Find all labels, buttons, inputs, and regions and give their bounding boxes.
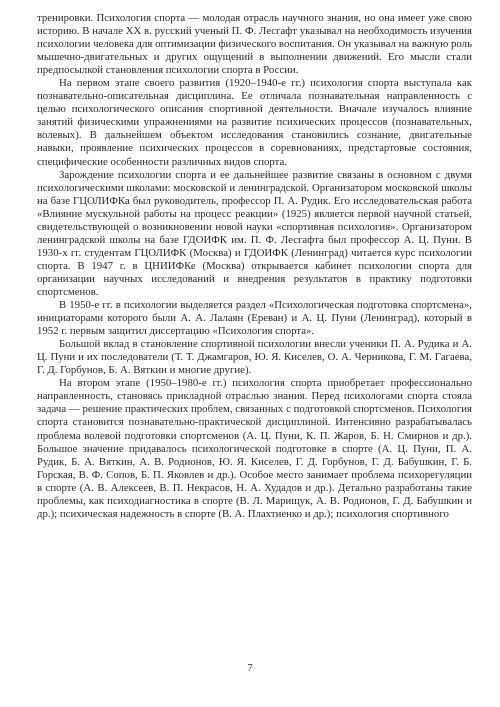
paragraph-5: Большой вклад в становление спортивной психологии внесли ученики П. А. Рудика и А. Ц. Пуни и их последователи (Т. Т. Джамгаров, Ю. Я. Киселев, О. А. Черникова, Г. М. Гагаева, Г. Д. Горбунов, Б. А. Вяткин и многие другие). — [37, 338, 472, 377]
page-number: 7 — [247, 663, 253, 674]
paragraph-6: На втором этапе (1950–1980-е гг.) психология спорта приобретает профессионально направленность, становясь прикладной отраслью знания. Перед психологами спорта стояла задача — решение практических проблем, связанных с подготовкой спортсменов. Психология спорта становится познавательно-практической дисциплиной. Интенсивно разрабатывалась проблема волевой подготовки спортсменов (А. Ц. Пуни, К. П. Жаров, Б. Н. Смирнов и др.). Большое значение придавалось психологической подготовке в спорте (А. Ц. Пуни, П. А. Рудик, Б. А. Вяткин, А. В. Родионов, Ю. Я. Киселев, Г. Д. Горбунов, Г. Д. Бабушкин, Г. Б. Горская, В. Ф. Сопов, Б. П. Яковлев и др.). Особое место занимает проблема психорегуляции в спорте (А. В. Алексеев, В. П. Некрасов, Н. А. Худадов и др.). Детально разработаны такие проблемы, как психодиагностика в спорте (В. Л. Марищук, А. В. Родионов, Г. Д. Бабушкин и др.); психическая надежность в спорте (В. А. Плахтиенко и др.); психология спортивного — [37, 377, 472, 520]
paragraph-1: тренировки. Психология спорта — молодая отрасль научного знания, но она имеет уже свою историю. В начале XX в. русский ученый П. Ф. Лесгафт указывал на необходимость изучения психологии человека для оптимизации физического воспитания. Он указывал на важную роль мышечно-двигательных и других ощущений в выполнении движений. Его мысли стали предпосылкой становления психологии спорта в России. — [37, 12, 472, 77]
body-text — [37, 12, 472, 521]
paragraph-3: Зарождение психологии спорта и ее дальнейшее развитие связаны в основном с двумя психологическими школами: московской и ленинградской. Организатором московской школы на базе ГЦОЛИФКа был руководитель, профессор П. А. Рудик. Его исследовательская работа «Влияние мускульной работы на процесс реакции» (1925) является первой научной статьей, свидетельствующей о возникновении новой науки «спортивная психология». Организатором ленинградской школы на базе ГДОИФК им. П. Ф. Лесгафта был профессор А. Ц. Пуни. В 1930-х гг. студентам ГЦОЛИФК (Москва) и ГДОИФК (Ленинград) читается курс психологии спорта. В 1947 г. в ЦНИИФКе (Москва) открывается кабинет психологии спорта для организации научных исследований и внедрения результатов в практику подготовки спортсменов. — [37, 168, 472, 298]
paragraph-4: В 1950-е гг. в психологии выделяется раздел «Психологическая подготовка спортсмена», инициаторами которого были А. А. Лалаян (Ереван) и А. Ц. Пуни (Ленинград), который в 1952 г. первым защитил диссертацию «Психология спорта». — [37, 299, 472, 338]
paragraph-2: На первом этапе своего развития (1920–1940-е гг.) психология спорта выступала как познавательно-описательная дисциплина. Ее отличала познавательная направленность с целью психологического описания спортивной деятельности. Вначале изучалось влияние занятий физическими упражнениями на развитие психических процессов (познавательных, волевых). В дальнейшем объектом исследования становились сознание, двигательные навыки, проявление психических процессов в соревнованиях, предстартовые состояния, специфические особенности различных видов спорта. — [37, 77, 472, 168]
